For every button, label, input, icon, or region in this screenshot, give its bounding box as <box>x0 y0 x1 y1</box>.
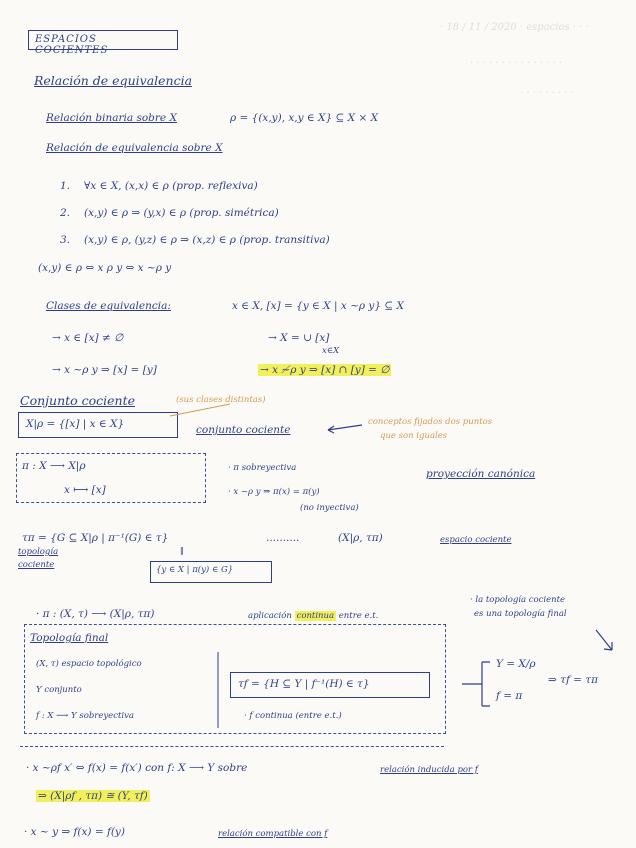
induced-relation: · x ~ρf x′ ⇔ f(x) = f(x′) con f: X ⟶ Y sobre <box>26 762 248 774</box>
preimage-set: {y ∈ X | π(y) ∈ G} <box>156 565 234 575</box>
prop-simetrica: (x,y) ∈ ρ ⇒ (y,x) ∈ ρ (prop. simétrica) <box>84 207 279 219</box>
def-clase: x ∈ X, [x] = {y ∈ X | x ~ρ y} ⊆ X <box>232 300 404 312</box>
prop-number: 2. <box>60 207 71 219</box>
pencil-note: conceptos fijados dos puntos <box>368 417 493 427</box>
identification-result: ⇒ τf = τπ <box>548 674 599 686</box>
notation-relacion: (x,y) ∈ ρ ⇔ x ρ y ⇔ x ~ρ y <box>38 262 172 274</box>
side-note: es una topología final <box>474 609 567 619</box>
label-conjunto-cociente: conjunto cociente <box>196 424 291 436</box>
heading-relacion-equivalencia: Relación de equivalencia <box>34 73 193 88</box>
clase-prop-4: → x ≁ρ y ⇒ [x] ∩ [y] = ∅ <box>260 364 390 376</box>
prop-transitiva: (x,y) ∈ ρ, (y,z) ∈ ρ ⇒ (x,z) ∈ ρ (prop. transitiva) <box>84 234 330 246</box>
homeomorphism: ⇒ (X|ρf , τπ) ≅ (Y, τf) <box>38 790 148 802</box>
label-relacion-binaria: Relación binaria sobre X <box>46 112 177 124</box>
ghost-text: · · · · · · · · · · · · · · · <box>470 58 563 69</box>
pencil-note: (sus clases distintas) <box>176 395 266 405</box>
projection-note: (no inyectiva) <box>300 503 359 513</box>
identification-f: f = π <box>496 690 523 702</box>
continuous-map: · π : (X, τ) ⟶ (X|ρ, τπ) <box>36 608 155 620</box>
label-relacion-equivalencia: Relación de equivalencia sobre X <box>46 142 223 154</box>
prop-number: 1. <box>60 180 71 192</box>
label-relacion-compatible: relación compatible con f <box>218 829 328 839</box>
final-topology-hypothesis: Y conjunto <box>36 685 82 695</box>
label-cociente: cociente <box>18 560 55 570</box>
projection-property: · π sobreyectiva <box>228 463 297 473</box>
parallel-mark: ∥ <box>180 547 184 557</box>
heading-conjunto-cociente: Conjunto cociente <box>20 393 136 408</box>
prop-number: 3. <box>60 234 71 246</box>
final-topology-note: · f continua (entre e.t.) <box>244 711 342 721</box>
projection-map-element: x ⟼ [x] <box>64 484 106 496</box>
union-subscript: x∈X <box>322 346 340 356</box>
formula-relacion-binaria: ρ = {(x,y), x,y ∈ X} ⊆ X × X <box>230 112 379 124</box>
heading-topologia-final: Topología final <box>30 632 109 644</box>
pencil-arrow <box>170 404 230 416</box>
topology-definition: τπ = {G ⊆ X|ρ | π⁻¹(G) ∈ τ} <box>22 532 169 544</box>
ghost-text: · · · · · · · · · <box>520 88 575 99</box>
projection-map: π : X ⟶ X|ρ <box>22 460 86 472</box>
compatible-relation: · x ~ y ⇒ f(x) = f(y) <box>24 826 125 838</box>
final-topology-formula: τf = {H ⊆ Y | f⁻¹(H) ∈ τ} <box>238 678 370 690</box>
label-topologia: topología <box>18 547 59 557</box>
label-espacio-cociente: espacio cociente <box>440 535 512 545</box>
final-topology-hypothesis: (X, τ) espacio topológico <box>36 659 142 669</box>
projection-property: · x ~ρ y ⇒ π(x) = π(y) <box>228 487 320 497</box>
clase-prop-2: → X = ∪ [x] <box>268 332 330 344</box>
clase-prop-1: → x ∈ [x] ≠ ∅ <box>52 332 124 344</box>
quotient-space: (X|ρ, τπ) <box>338 532 383 544</box>
bracket-icon <box>462 662 490 706</box>
pencil-note: que son iguales <box>380 431 448 441</box>
map-note: aplicación continua entre e.t. <box>248 611 379 621</box>
final-topology-hypothesis: f : X ⟶ Y sobreyectiva <box>36 711 134 721</box>
ghost-text: · 18 / 11 / 2020 · espacios · · · <box>440 22 589 33</box>
formula-conjunto-cociente: X|ρ = {[x] | x ∈ X} <box>26 418 125 430</box>
leader-dots: .......... <box>266 532 300 544</box>
page-title: ESPACIOS COCIENTES <box>28 30 178 50</box>
clase-prop-3: → x ~ρ y ⇒ [x] = [y] <box>52 364 157 376</box>
arrow-icon <box>596 630 612 650</box>
label-proyeccion-canonica: proyección canónica <box>426 468 536 480</box>
arrow-icon <box>328 425 362 430</box>
identification-y: Y = X/ρ <box>496 658 536 670</box>
prop-reflexiva: ∀x ∈ X, (x,x) ∈ ρ (prop. reflexiva) <box>84 180 258 192</box>
label-relacion-inducida: relación inducida por f <box>380 765 478 775</box>
side-note: · la topología cociente <box>470 595 566 605</box>
label-clases-equivalencia: Clases de equivalencia: <box>46 300 171 312</box>
